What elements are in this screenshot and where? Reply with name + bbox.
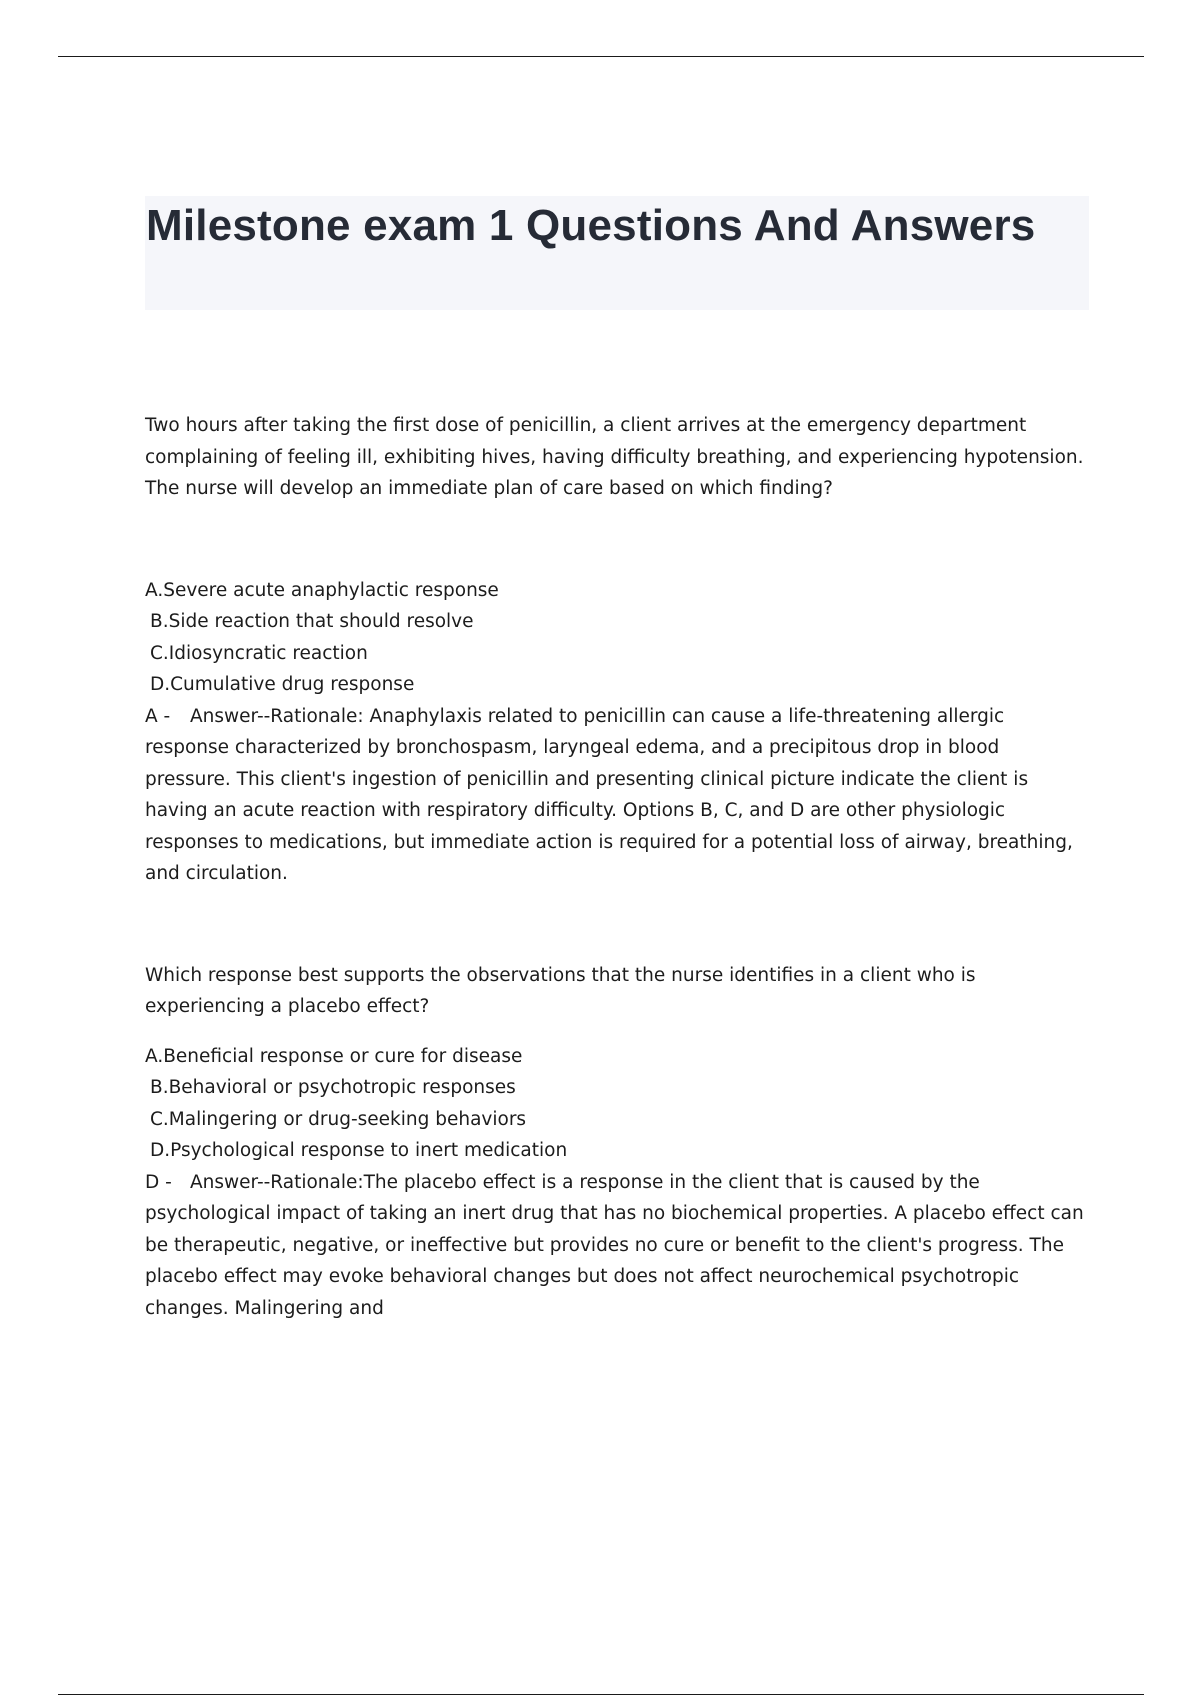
question-block-2 — [145, 960, 1090, 1325]
answer-letter: A - — [145, 705, 171, 727]
answer-rationale — [145, 1167, 1090, 1325]
answer-letter: D - — [145, 1171, 172, 1193]
question-text: Which response best supports the observations that the nurse identifies in a client who is experiencing a placebo effect? — [145, 964, 976, 1017]
option-a: A.Severe acute anaphylactic response — [145, 579, 499, 601]
header-rule — [58, 56, 1144, 57]
answer-text: Answer--Rationale: Anaphylaxis related to penicillin can cause a life-threatening allergic response characterized by bronchospasm, laryngeal edema, and a precipitous drop in blood pressure. This client's ingestion of penicillin and presenting clinical picture indicate the client is having an acute reaction with respiratory difficulty. Options B, C, and D are other physiologic responses to medications, but immediate action is required for a potential loss of airway, breathing, and circulation. — [145, 705, 1073, 884]
option-b: B.Behavioral or psychotropic responses — [150, 1077, 516, 1098]
question-block-1 — [145, 410, 1090, 890]
option-b: B.Side reaction that should resolve — [150, 611, 474, 632]
option-d: D.Psychological response to inert medication — [150, 1140, 568, 1161]
document-title: Milestone exam 1 Questions And Answers — [146, 201, 1036, 250]
document-body — [145, 410, 1090, 1324]
question-text: Two hours after taking the first dose of penicillin, a client arrives at the emergency department complaining of feeling ill, exhibiting hives, having difficulty breathing, and experiencing hypotension. The nurse will develop an immediate plan of care based on which finding? — [145, 415, 1084, 499]
option-a: A.Beneficial response or cure for disease — [145, 1045, 523, 1067]
option-c: C.Idiosyncratic reaction — [150, 642, 368, 664]
answer-text: Answer--Rationale:The placebo effect is a response in the client that is caused by the psychological impact of taking an inert drug that has no biochemical properties. A placebo effect can be therapeutic, negative, or ineffective but provides no cure or benefit to the client's progress. The placebo effect may evoke behavioral changes but does not affect neurochemical psychotropic changes. Malingering and — [145, 1171, 1084, 1319]
answer-rationale — [145, 701, 1090, 890]
option-d: D.Cumulative drug response — [150, 674, 415, 695]
footer-rule — [58, 1694, 1144, 1695]
option-c: C.Malingering or drug-seeking behaviors — [150, 1108, 527, 1130]
